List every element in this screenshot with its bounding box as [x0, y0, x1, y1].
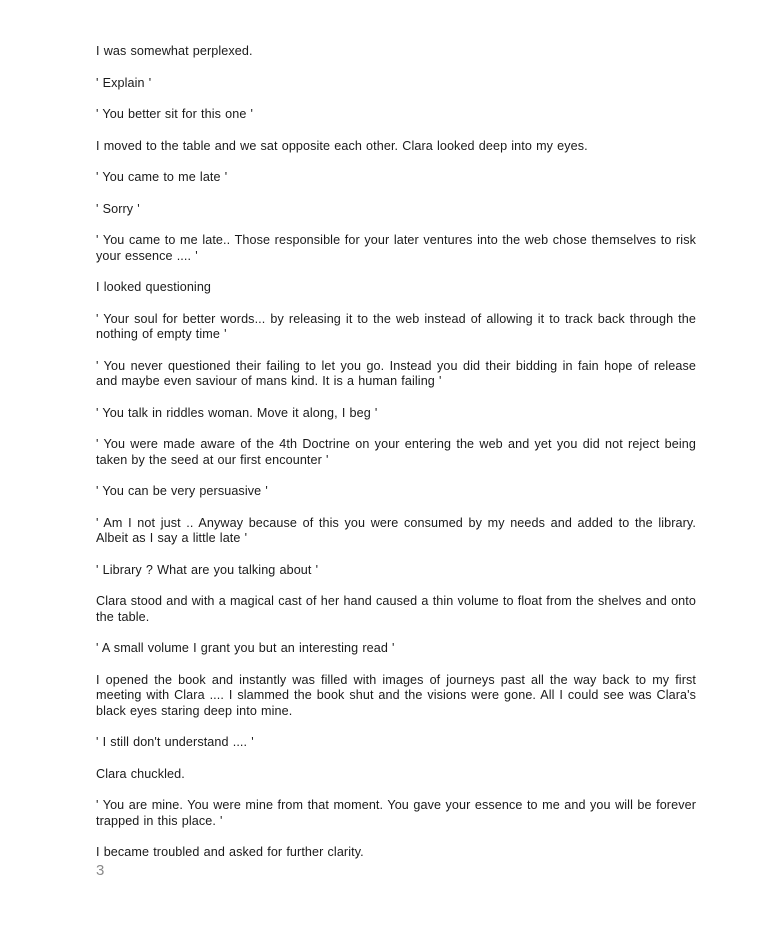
paragraph: ' Am I not just .. Anyway because of this you were consumed by my needs and added to the library. Albeit as I say a little late ': [96, 515, 696, 545]
paragraph: ' Explain ': [96, 75, 152, 90]
paragraph: ' You better sit for this one ': [96, 107, 254, 121]
paragraph: Clara chuckled.: [96, 766, 185, 781]
paragraph: ' A small volume I grant you but an interesting read ': [96, 641, 395, 655]
page-number: 3: [96, 862, 105, 879]
paragraph: ' Library ? What are you talking about ': [96, 562, 319, 577]
paragraph: I opened the book and instantly was filled with images of journeys past all the way back to my first meeting with Clara .... I slammed the book shut and the visions were gone. All I could see was Clara's black eyes staring deep into mine.: [96, 672, 696, 718]
paragraph: I became troubled and asked for further clarity.: [96, 845, 364, 859]
paragraph: I moved to the table and we sat opposite each other. Clara looked deep into my eyes.: [96, 138, 588, 153]
paragraph: ' You were made aware of the 4th Doctrine on your entering the web and yet you did not reject being taken by the seed at our first encounter ': [96, 437, 696, 467]
paragraph: ' You came to me late.. Those responsible for your later ventures into the web chose themselves to risk your essence .... ': [96, 233, 696, 263]
paragraph: ' You never questioned their failing to let you go. Instead you did their bidding in fain hope of release and maybe even saviour of mans kind. It is a human failing ': [96, 358, 696, 388]
paragraph: ' Sorry ': [96, 201, 140, 216]
paragraph: ' You can be very persuasive ': [96, 484, 268, 498]
paragraph: ' You are mine. You were mine from that moment. You gave your essence to me and you will be forever trapped in this place. ': [96, 798, 696, 828]
paragraph: ' I still don't understand .... ': [96, 735, 254, 749]
paragraph: ' Your soul for better words... by releasing it to the web instead of allowing it to track back through the nothing of empty time ': [96, 311, 696, 341]
paragraph: I looked questioning: [96, 280, 212, 294]
document-body: [96, 44, 696, 877]
paragraph: Clara stood and with a magical cast of her hand caused a thin volume to float from the shelves and onto the table.: [96, 594, 696, 624]
paragraph: ' You came to me late ': [96, 170, 228, 184]
paragraph: I was somewhat perplexed.: [96, 44, 253, 58]
paragraph: ' You talk in riddles woman. Move it along, I beg ': [96, 405, 378, 420]
